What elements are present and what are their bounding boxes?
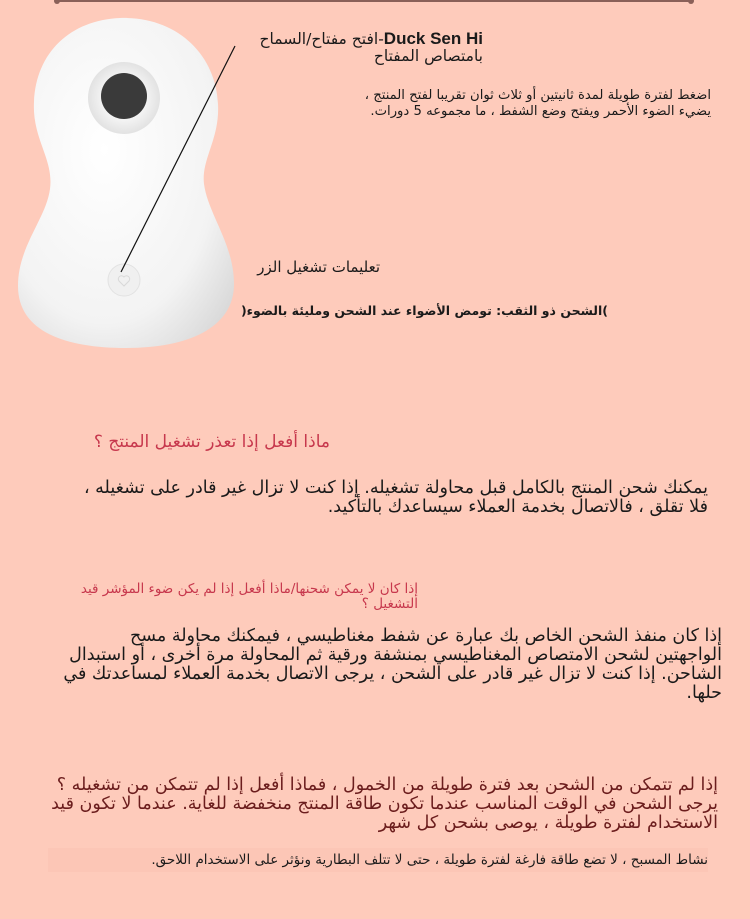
long-idle-note: نشاط المسبح ، لا تضع طاقة فارغة لفترة طويلة ، حتى لا تتلف البطارية ونؤثر على الاستخدام اللاحق. [48, 848, 708, 872]
product-title [230, 30, 483, 65]
charging-note: )الشحن ذو الثقب: تومض الأضواء عند الشحن ومليئة بالضوء( [240, 303, 608, 318]
divider-end-dot [688, 0, 694, 4]
brand-name: Duck Sen Hi [383, 29, 483, 48]
faq-question-2: إذا كان لا يمكن شحنها/ماذا أفعل إذا لم يكن ضوء المؤشر قيد التشغيل ؟ [80, 581, 418, 612]
faq-question-1: ماذا أفعل إذا تعذر تشغيل المنتج ؟ [93, 432, 330, 452]
faq-answer-2: إذا كان منفذ الشحن الخاص بك عبارة عن شفط مغناطيسي ، فيمكنك محاولة مسح الواجهتين لشحن الامتصاص المغناطيسي بمنشفة ورقية ثم المحاولة مرة أخرى ، أو استبدال الشاحن. إذا كنت لا تزال غير قادر على الشحن ، يرجى الاتصال بخدمة العملاء لمساعدتك في حلها. [63, 626, 722, 703]
power-button [108, 264, 140, 296]
faq-answer-1: يمكنك شحن المنتج بالكامل قبل محاولة تشغيله. إذا كنت لا تزال غير قادر على تشغيله ، فلا تقلق ، فالاتصال بخدمة العملاء سيساعدك بالتأكيد. [83, 478, 708, 517]
suction-hole [101, 73, 147, 119]
title-line-2: بامتصاص المفتاح [373, 47, 483, 65]
product-description: اضغط لفترة طويلة لمدة ثانيتين أو ثلاث ثوان تقريبا لفتح المنتج ، يضيء الضوء الأحمر ويفتح وضع الشفط ، ما مجموعه 5 دورات. [364, 88, 711, 119]
top-divider [56, 0, 692, 2]
divider-end-dot [54, 0, 60, 4]
product-image [16, 14, 246, 350]
button-instructions-heading: تعليمات تشغيل الزر [257, 258, 380, 276]
title-line-1: -افتح مفتاح/السماح [259, 30, 384, 48]
long-idle-text: إذا لم تتمكن من الشحن بعد فترة طويلة من الخمول ، فماذا أفعل إذا لم تتمكن من تشغيله ؟ يرجى الشحن في الوقت المناسب عندما تكون طاقة المنتج منخفضة للغاية. عندما لا تكون قيد الاستخدام لفترة طويلة ، يوصى بشحن كل شهر [51, 775, 718, 833]
